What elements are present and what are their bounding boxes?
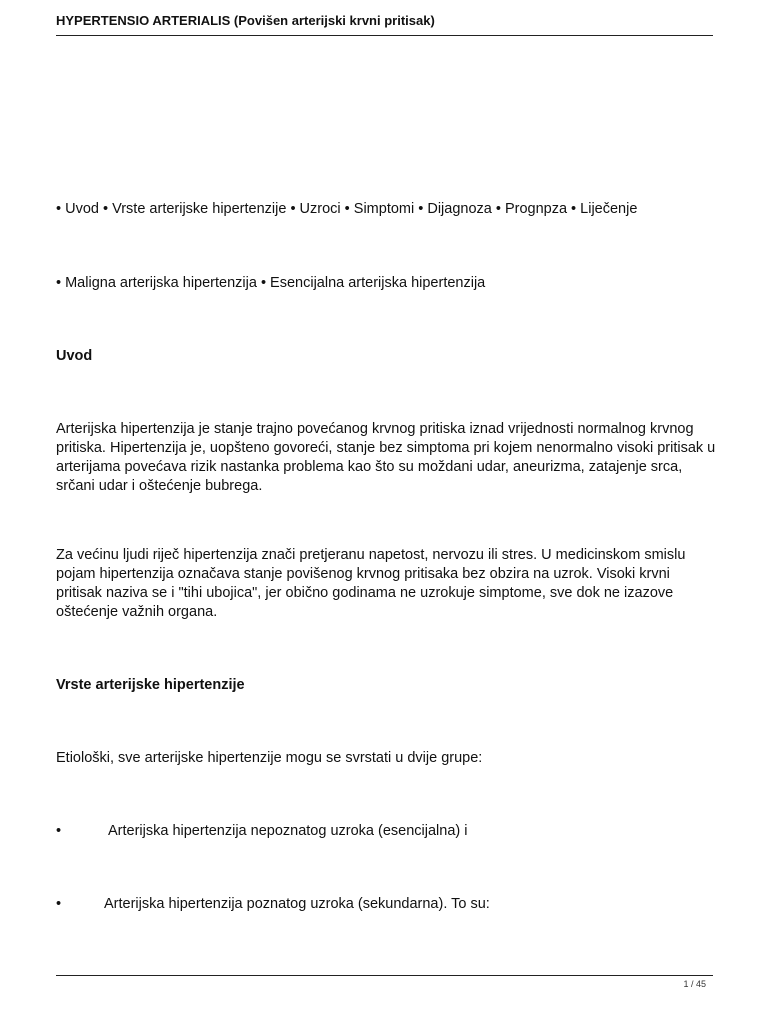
paragraph-uvod-2: Za većinu ljudi riječ hipertenzija znači pretjeranu napetost, nervozu ili stres. U medicinskom smislu pojam hipertenzija označava stanje povišenog krvnog pritisaka bez obzira na uzrok. Visoki krvni pritisak naziva se i "tihi ubojica", jer obično godinama ne uzrokuje simptome, sve dok ne izazove oštećenje važnih organa. (56, 547, 686, 620)
list-item-text: Arterijska hipertenzija nepoznatog uzroka (esencijalna) i (108, 823, 468, 839)
list-item-text: Arterijska hipertenzija poznatog uzroka (sekundarna). To su: (104, 896, 490, 912)
paragraph-uvod-1: Arterijska hipertenzija je stanje trajno povećanog krvnog pritiska iznad vrijednosti normalnog krvnog pritiska. Hipertenzija je, uopšteno govoreći, stanje bez simptoma pri kojem nenormalno visoki pritisak u arterijama povećava rizik nastanka problema kao što su moždani udar, aneurizma, zatajenje srca, srčani udar i oštećenje bubrega. (56, 421, 716, 494)
list-item (56, 895, 490, 914)
nav-line-2: • Maligna arterijska hipertenzija • Esencijalna arterijska hipertenzija (56, 275, 486, 291)
bullet-glyph: • (56, 896, 62, 912)
nav-line-1: • Uvod • Vrste arterijske hipertenzije • Uzroci • Simptomi • Dijagnoza • Prognpza • Liječenje (56, 201, 638, 217)
page-number: 1 / 45 (683, 979, 706, 989)
bullet-glyph: • (56, 823, 62, 839)
footer-rule (56, 975, 713, 976)
header-rule (56, 35, 713, 36)
header-title: HYPERTENSIO ARTERIALIS (Povišen arterijski krvni pritisak) (56, 13, 435, 28)
paragraph-vrste-1: Etiološki, sve arterijske hipertenzije mogu se svrstati u dvije grupe: (56, 750, 483, 766)
section-heading-uvod: Uvod (56, 348, 93, 364)
section-heading-vrste: Vrste arterijske hipertenzije (56, 677, 245, 693)
list-item (56, 822, 468, 841)
